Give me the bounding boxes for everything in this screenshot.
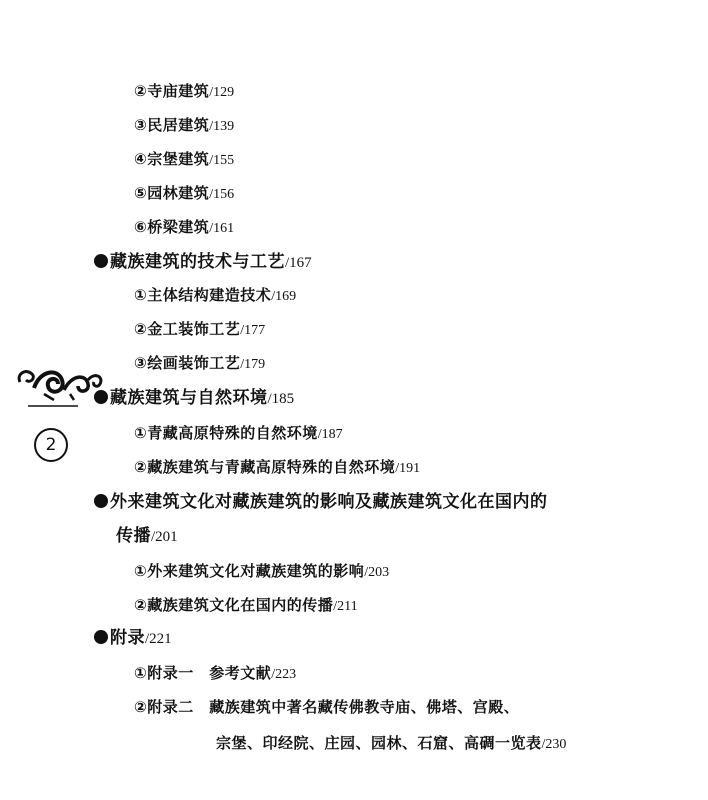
toc-entry[interactable]	[134, 598, 358, 614]
entry-label: 主体结构建造技术	[147, 286, 272, 304]
section-label: 外来建筑文化对藏族建筑的影响及藏族建筑文化在国内的	[110, 492, 548, 512]
entry-label: 青藏高原特殊的自然环境	[147, 424, 318, 442]
entry-label: 园林建筑	[147, 184, 210, 202]
entry-marker: ①	[134, 562, 148, 580]
bullet-icon	[94, 494, 108, 508]
entry-label: 藏族建筑文化在国内的传播	[147, 596, 334, 614]
entry-page: /191	[395, 461, 421, 476]
toc-section-continued[interactable]	[116, 528, 178, 545]
entry-marker: ①	[134, 664, 148, 682]
entry-label: 宗堡、印经院、庄园、园林、石窟、高碉一览表	[216, 734, 542, 752]
entry-page: /129	[209, 85, 235, 100]
section-label: 传播	[116, 526, 151, 546]
entry-marker: ④	[134, 150, 148, 168]
entry-page: /211	[333, 599, 358, 614]
toc-entry[interactable]	[134, 84, 234, 100]
entry-marker: ②	[134, 458, 148, 476]
entry-marker: ②	[134, 82, 148, 100]
toc-section[interactable]	[94, 494, 548, 511]
toc-entry-continued[interactable]	[216, 736, 566, 752]
entry-page: /161	[209, 221, 235, 236]
entry-page: /179	[240, 357, 266, 372]
entry-marker: ①	[134, 424, 148, 442]
section-label: 藏族建筑的技术与工艺	[110, 252, 285, 272]
entry-label: 外来建筑文化对藏族建筑的影响	[147, 562, 365, 580]
entry-label: 附录一 参考文献	[147, 664, 272, 682]
toc-entry[interactable]	[134, 322, 265, 338]
entry-page: /223	[271, 667, 297, 682]
toc-entry[interactable]	[134, 460, 420, 476]
toc-entry[interactable]	[134, 152, 234, 168]
entry-marker: ②	[134, 698, 148, 716]
toc-section[interactable]	[94, 254, 312, 271]
entry-marker: ③	[134, 354, 148, 372]
entry-label: 绘画装饰工艺	[147, 354, 241, 372]
entry-page: /230	[541, 737, 567, 752]
entry-label: 民居建筑	[147, 116, 210, 134]
section-label: 附录	[110, 628, 145, 648]
entry-label: 寺庙建筑	[147, 82, 210, 100]
section-page: /167	[285, 255, 312, 271]
entry-page: /169	[271, 289, 297, 304]
entry-page: /187	[317, 427, 343, 442]
entry-label: 附录二 藏族建筑中著名藏传佛教寺庙、佛塔、宫殿、	[147, 698, 520, 716]
entry-page: /155	[209, 153, 235, 168]
entry-marker: ③	[134, 116, 148, 134]
entry-marker: ②	[134, 596, 148, 614]
toc-entry[interactable]	[134, 426, 343, 442]
bullet-icon	[94, 254, 108, 268]
toc-entry[interactable]	[134, 666, 296, 682]
entry-page: /156	[209, 187, 235, 202]
toc-entry[interactable]	[134, 700, 519, 715]
toc-entry[interactable]	[134, 288, 296, 304]
bullet-icon	[94, 390, 108, 404]
section-page: /201	[151, 529, 178, 545]
entry-marker: ②	[134, 320, 148, 338]
section-label: 藏族建筑与自然环境	[110, 388, 268, 408]
entry-page: /139	[209, 119, 235, 134]
toc-section[interactable]	[94, 630, 172, 647]
toc-entry[interactable]	[134, 186, 234, 202]
entry-label: 宗堡建筑	[147, 150, 210, 168]
toc-section[interactable]	[94, 390, 294, 407]
entry-label: 桥梁建筑	[147, 218, 210, 236]
entry-marker: ①	[134, 286, 148, 304]
entry-page: /203	[364, 565, 390, 580]
toc-entry[interactable]	[134, 356, 265, 372]
entry-label: 藏族建筑与青藏高原特殊的自然环境	[147, 458, 396, 476]
toc-entry[interactable]	[134, 564, 389, 580]
entry-page: /177	[240, 323, 266, 338]
page-number: 2	[34, 428, 68, 462]
toc-entry[interactable]	[134, 118, 234, 134]
section-page: /185	[267, 391, 295, 407]
entry-marker: ⑥	[134, 218, 148, 236]
entry-label: 金工装饰工艺	[147, 320, 241, 338]
dragon-ornament-icon	[14, 364, 106, 410]
bullet-icon	[94, 630, 108, 644]
toc-entry[interactable]	[134, 220, 234, 236]
section-page: /221	[145, 631, 172, 647]
entry-marker: ⑤	[134, 184, 148, 202]
